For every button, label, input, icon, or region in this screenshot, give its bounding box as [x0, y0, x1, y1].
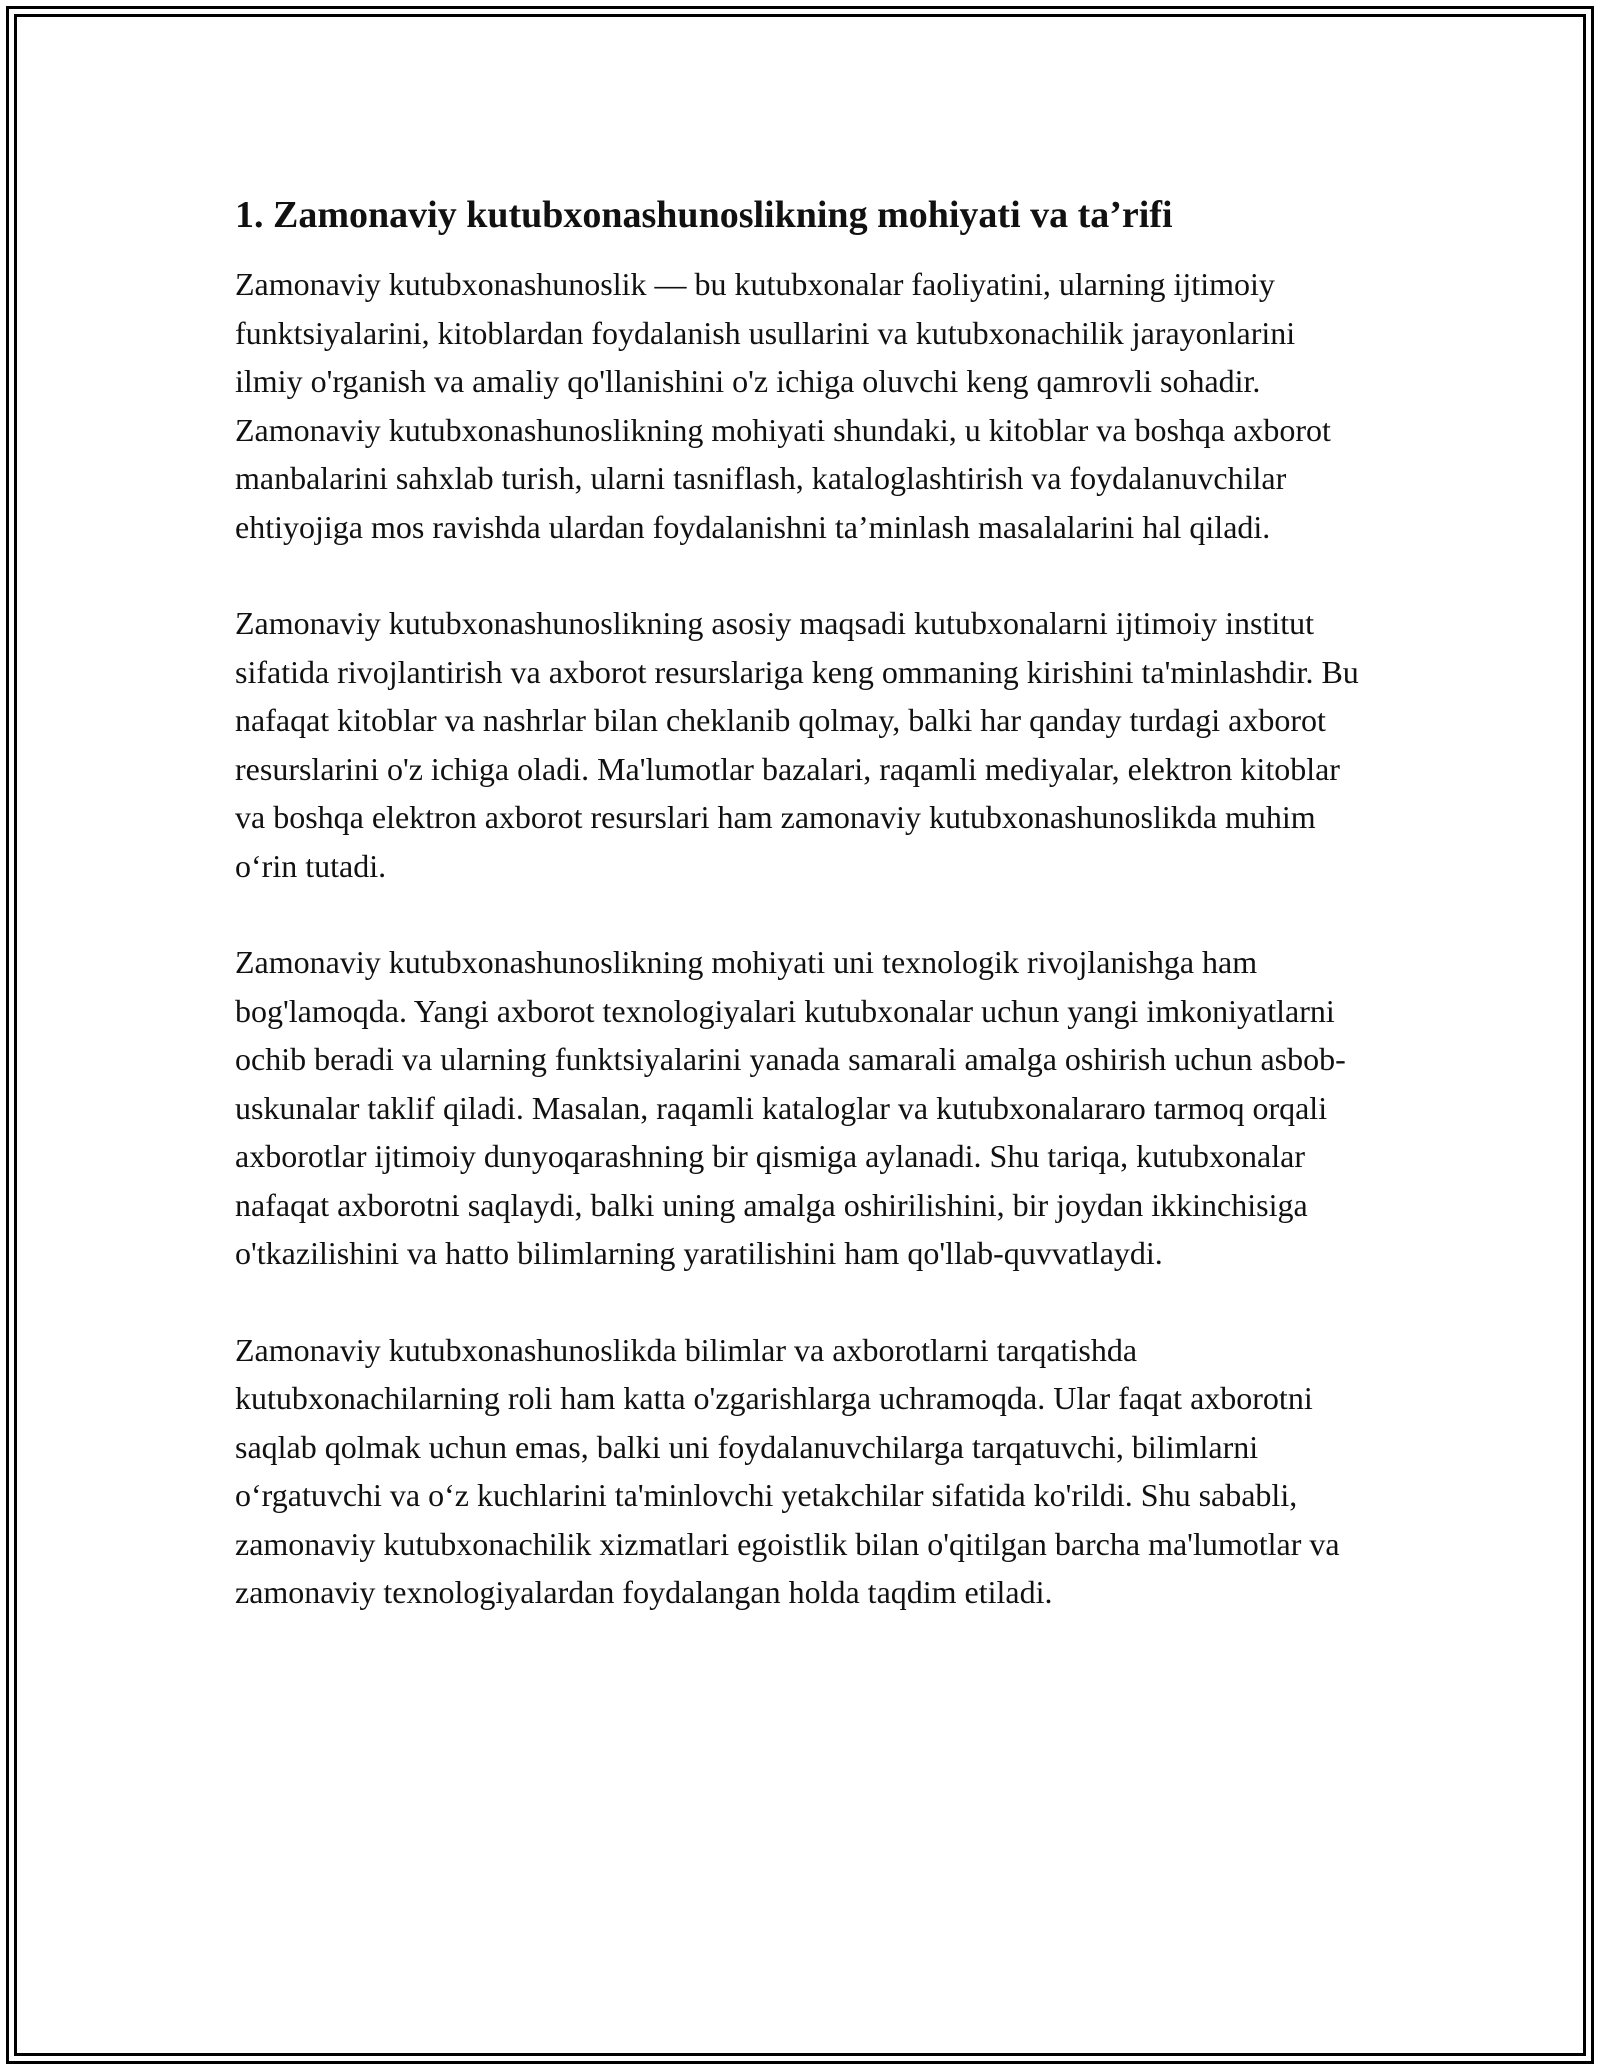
document-page: [235, 188, 1365, 1665]
paragraph-2: Zamonaviy kutubxonashunoslikning asosiy maqsadi kutubxonalarni ijtimoiy institut sifatida rivojlantirish va axborot resurslariga keng ommaning kirishini ta'minlashdir. Bu nafaqat kitoblar va nashrlar bilan cheklanib qolmay, balki har qanday turdagi axborot resurslarini o'z ichiga oladi. Ma'lumotlar bazalari, raqamli mediyalar, elektron kitoblar va boshqa elektron axborot resurslari ham zamonaviy kutubxonashunoslikda muhim o‘rin tutadi.: [235, 605, 1359, 884]
paragraph-3: Zamonaviy kutubxonashunoslikning mohiyati uni texnologik rivojlanishga ham bog'lamoqda. Yangi axborot texnologiyalari kutubxonalar uchun yangi imkoniyatlarni ochib beradi va ularning funktsiyalarini yanada samarali amalga oshirish uchun asbob-uskunalar taklif qiladi. Masalan, raqamli kataloglar va kutubxonalararo tarmoq orqali axborotlar ijtimoiy dunyoqarashning bir qismiga aylanadi. Shu tariqa, kutubxonalar nafaqat axborotni saqlaydi, balki uning amalga oshirilishini, bir joydan ikkinchisiga o'tkazilishini va hatto bilimlarning yaratilishini ham qo'llab-quvvatlaydi.: [235, 944, 1346, 1271]
paragraph-4: Zamonaviy kutubxonashunoslikda bilimlar va axborotlarni tarqatishda kutubxonachilarning roli ham katta o'zgarishlarga uchramoqda. Ular faqat axborotni saqlab qolmak uchun emas, balki uni foydalanuvchilarga tarqatuvchi, bilimlarni o‘rgatuvchi va o‘z kuchlarini ta'minlovchi yetakchilar sifatida ko'rildi. Shu sababli, zamonaviy kutubxonachilik xizmatlari egoistlik bilan o'qitilgan barcha ma'lumotlar va zamonaviy texnologiyalardan foydalangan holda taqdim etiladi.: [235, 1331, 1340, 1610]
paragraph-1: Zamonaviy kutubxonashunoslik — bu kutubxonalar faoliyatini, ularning ijtimoiy funktsiyalarini, kitoblardan foydalanish usullarini va kutubxonachilik jarayonlarini ilmiy o'rganish va amaliy qo'llanishini o'z ichiga oluvchi keng qamrovli sohadir. Zamonaviy kutubxonashunoslikning mohiyati shundaki, u kitoblar va boshqa axborot manbalarini sahxlab turish, ularni tasniflash, kataloglashtirish va foydalanuvchilar ehtiyojiga mos ravishda ulardan foydalanishni ta’minlash masalalarini hal qiladi.: [235, 266, 1331, 545]
document-title: 1. Zamonaviy kutubxonashunoslikning mohiyati va ta’rifi: [235, 194, 1173, 236]
